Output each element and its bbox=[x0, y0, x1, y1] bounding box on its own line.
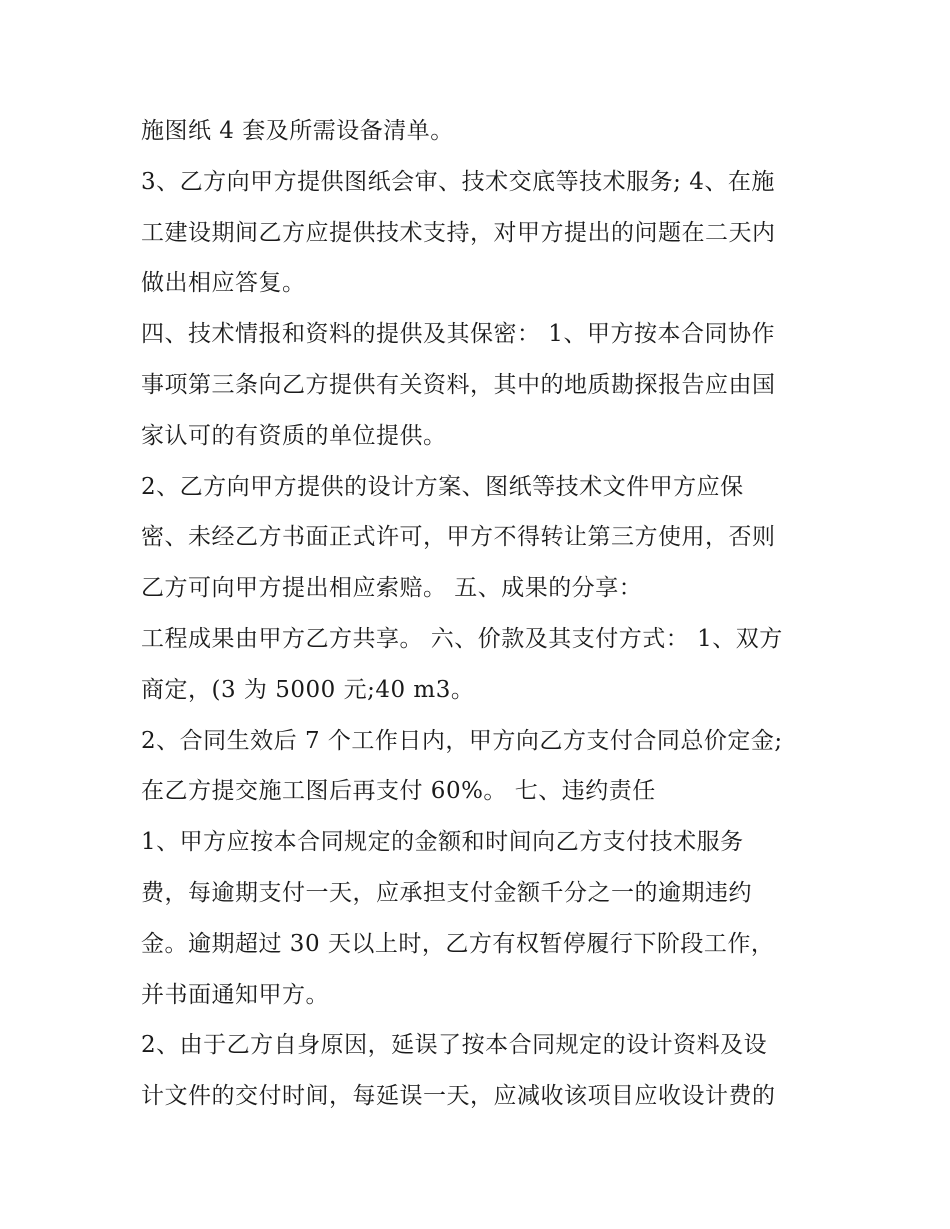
text-line: 1、甲方应按本合同规定的金额和时间向乙方支付技术服务 bbox=[141, 829, 744, 856]
document-body bbox=[141, 106, 831, 1122]
text-line: 在乙方提交施工图后再支付 60%。 七、违约责任 bbox=[141, 778, 656, 805]
text-line: 施图纸 4 套及所需设备清单。 bbox=[141, 118, 454, 144]
text-line: 商定，(3 为 5000 元;40 m3。 bbox=[141, 676, 475, 703]
text-line: 计文件的交付时间，每延误一天，应减收该项目应收设计费的 bbox=[141, 1083, 776, 1110]
text-line: 费，每逾期支付一天，应承担支付金额千分之一的逾期违约 bbox=[141, 879, 752, 906]
text-line: 2、由于乙方自身原因，延误了按本合同规定的设计资料及设 bbox=[141, 1032, 768, 1059]
text-line: 金。逾期超过 30 天以上时，乙方有权暂停履行下阶段工作， bbox=[141, 930, 775, 957]
text-line: 乙方可向甲方提出相应索赔。 五、成果的分享： bbox=[141, 575, 643, 602]
text-line: 家认可的有资质的单位提供。 bbox=[141, 422, 447, 449]
text-line: 并书面通知甲方。 bbox=[141, 981, 329, 1008]
text-line: 2、合同生效后 7 个工作日内，甲方向乙方支付合同总价定金; bbox=[141, 727, 783, 754]
text-line: 工建设期间乙方应提供技术支持，对甲方提出的问题在二天内 bbox=[141, 219, 776, 246]
text-line: 密、未经乙方书面正式许可，甲方不得转让第三方使用，否则 bbox=[141, 524, 776, 551]
text-line: 2、乙方向甲方提供的设计方案、图纸等技术文件甲方应保 bbox=[141, 473, 744, 500]
text-line: 3、乙方向甲方提供图纸会审、技术交底等技术服务; 4、在施 bbox=[141, 168, 775, 195]
text-line: 事项第三条向乙方提供有关资料，其中的地质勘探报告应由国 bbox=[141, 371, 776, 398]
text-line: 工程成果由甲方乙方共享。 六、价款及其支付方式： 1、双方 bbox=[141, 625, 783, 652]
text-line: 四、技术情报和资料的提供及其保密： 1、甲方按本合同协作 bbox=[141, 321, 775, 348]
text-line: 做出相应答复。 bbox=[141, 270, 306, 297]
